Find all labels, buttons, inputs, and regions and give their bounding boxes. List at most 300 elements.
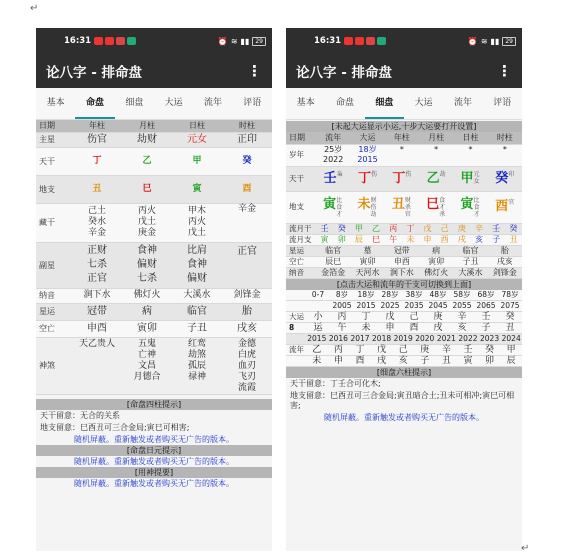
cell <box>222 203 272 242</box>
cell-line: 正财 <box>87 245 107 256</box>
section-bar-sizhu: [命盘四柱提示] <box>36 399 272 410</box>
cell: 戌亥 <box>488 256 522 267</box>
cell: 8岁 <box>330 290 354 301</box>
cell-line: 红鸾 <box>187 338 206 349</box>
cell-line: 2015 <box>357 155 378 164</box>
cell-line: 己土 <box>87 206 106 216</box>
tab-liunian[interactable]: 流年 <box>453 98 472 108</box>
liunian-cell[interactable]: 丁 <box>349 344 371 355</box>
gan-cell[interactable] <box>316 166 350 191</box>
row-tiangan <box>36 147 272 175</box>
tiangan-note: 天干留意：丁壬合可化木; <box>286 378 522 390</box>
zhi-cell[interactable] <box>316 191 350 223</box>
dayun-cell[interactable]: 己 <box>402 311 426 322</box>
section-bar-yongshen: [用神提要] <box>36 467 272 478</box>
row-label: 副星 <box>36 242 72 288</box>
zhi-cell[interactable] <box>385 191 419 223</box>
cell <box>122 337 172 394</box>
tab-bar <box>286 88 522 120</box>
top-hint-bar: [未起大运显示小运,十步大运要打开设置] <box>286 121 522 132</box>
zhi-cell[interactable] <box>419 191 453 223</box>
row-dizhi <box>36 175 272 203</box>
row-fuxing <box>36 242 272 288</box>
cell-line: 七杀 <box>87 259 107 270</box>
app-bar <box>36 54 272 88</box>
status-bar <box>286 28 522 54</box>
tab-xipan[interactable]: 细盘 <box>125 98 144 108</box>
dayun-cell[interactable]: 戌 <box>426 322 450 333</box>
col-header: 年柱 <box>72 120 122 132</box>
col-header: 月柱 <box>122 120 172 132</box>
zhi-cell[interactable]: 巳 <box>122 175 172 203</box>
cell: 2065 <box>474 300 498 311</box>
dizhi-note: 地支留意：巳酉丑可三合金局;寅巳可相害; <box>36 422 272 434</box>
row-label: 星运 <box>286 246 316 257</box>
cell: 涧下水 <box>385 267 419 278</box>
app-bar <box>286 54 522 88</box>
cell: 大溪水 <box>172 288 222 303</box>
row-label: 主星 <box>36 132 72 147</box>
canggan-tag: 财杀官 <box>404 196 411 218</box>
liunian-cell[interactable]: 庚 <box>414 344 436 355</box>
zhi-cell[interactable] <box>350 191 384 223</box>
notification-icons <box>94 37 136 45</box>
liunian-cell-selected[interactable]: 壬 <box>457 344 479 355</box>
col-header: 日期 <box>286 132 316 144</box>
cell: 辰 <box>350 234 367 245</box>
cell: 2016 <box>328 333 348 343</box>
zhi-char: 未 <box>357 196 371 212</box>
gan-char: 丁 <box>357 170 371 186</box>
ad-notice[interactable]: 随机屏蔽。重新触发或者购买无广告的版本。 <box>36 456 272 467</box>
shishen-tag: 伤 <box>405 170 412 178</box>
phone-screen-xipan <box>286 28 522 551</box>
shishen-tag: 劫 <box>439 170 446 178</box>
cell <box>222 242 272 288</box>
cell: 戌亥 <box>222 320 272 337</box>
cell: 癸 <box>505 224 522 235</box>
dayun-cell[interactable]: 戊 <box>378 311 402 322</box>
cell: 2020 <box>415 333 435 343</box>
dayun-cell[interactable]: 小 <box>306 311 330 322</box>
cell <box>72 242 122 288</box>
cell: 2022 <box>458 333 478 343</box>
cell: 正印 <box>222 132 272 147</box>
row-xingyun <box>36 303 272 320</box>
row-label: 天干 <box>36 147 72 175</box>
cell: 18岁 <box>354 290 378 301</box>
dayun-cell[interactable]: 申 <box>378 322 402 333</box>
wifi-icon: ≋ <box>480 36 488 46</box>
cell: 寅卯 <box>122 320 172 337</box>
cell: 戊 <box>419 224 436 235</box>
cell: 庚 <box>453 224 470 235</box>
dayun-cell[interactable]: 子 <box>474 322 498 333</box>
liunian-cell[interactable]: 辛 <box>436 344 458 355</box>
row-dayun-zhi <box>286 322 522 333</box>
tab-bar <box>36 88 272 120</box>
row-dayun-years <box>286 300 522 311</box>
app-title: 论八字 - 排命盘 <box>296 65 393 81</box>
tab-dayun[interactable]: 大运 <box>164 98 183 108</box>
zhi-cell[interactable]: 酉 <box>222 175 272 203</box>
cell: 亥 <box>470 234 487 245</box>
row-label: 纳音 <box>36 288 72 303</box>
cell-line: 流霞 <box>237 382 256 393</box>
zhi-char: 丑 <box>391 196 405 212</box>
cell: 金箔金 <box>316 267 350 278</box>
app-icon <box>377 37 386 45</box>
liunian-cell[interactable]: 戊 <box>371 344 393 355</box>
gan-char: 乙 <box>426 170 440 186</box>
tab-dayun[interactable]: 大运 <box>414 98 433 108</box>
cell: 2075 <box>498 300 522 311</box>
cell: 2045 <box>426 300 450 311</box>
cell-line: 丙火 <box>137 206 156 216</box>
cell: 申 <box>419 234 436 245</box>
cell: 28岁 <box>378 290 402 301</box>
cell: 未 <box>402 234 419 245</box>
battery-icon: 29 <box>502 37 516 46</box>
cell: 寅 <box>316 234 333 245</box>
app-icon <box>366 37 375 45</box>
zhi-cell[interactable]: 丑 <box>72 175 122 203</box>
gan-cell[interactable] <box>350 166 384 191</box>
cell: 胎 <box>488 246 522 257</box>
dayun-cell[interactable]: 庚 <box>426 311 450 322</box>
row-liuyue-zhi <box>286 234 522 245</box>
cell <box>286 334 306 345</box>
tab-mingpan[interactable]: 命盘 <box>75 88 114 119</box>
cell: 2023 <box>480 333 500 343</box>
col-header: 日柱 <box>453 132 487 144</box>
cell-line: 亡神 <box>137 349 156 360</box>
cell-line: 正官 <box>87 273 107 284</box>
liunian-cell[interactable]: 乙 <box>306 344 328 355</box>
cell: 辰巳 <box>316 256 350 267</box>
col-header: 时柱 <box>222 120 272 132</box>
row-label: 空亡 <box>286 256 316 267</box>
row-label: 天干 <box>286 166 316 191</box>
cell: 壬 <box>488 224 505 235</box>
col-header: 大运 <box>350 132 384 144</box>
battery-icon: 29 <box>252 37 266 46</box>
cell: 丁 <box>402 224 419 235</box>
mingpan-table <box>36 120 272 395</box>
gan-cell[interactable] <box>488 166 522 191</box>
liunian-cell[interactable]: 癸 <box>479 344 501 355</box>
cell: 天河水 <box>350 267 384 278</box>
dayun-cell[interactable]: 酉 <box>402 322 426 333</box>
row-dayun-gan <box>286 311 522 322</box>
tab-basic[interactable]: 基本 <box>46 98 65 108</box>
gan-cell[interactable] <box>385 166 419 191</box>
row-zhuxing <box>36 132 272 147</box>
liunian-cell[interactable]: 辰 <box>500 355 522 366</box>
cell: 2035 <box>402 300 426 311</box>
canggan-tag: 比食才 <box>473 196 480 218</box>
status-time: 16:31 <box>64 36 92 46</box>
row-kongwang <box>286 256 522 267</box>
dayun-cell-selected[interactable]: 未 <box>354 322 378 333</box>
cell: 子丑 <box>453 256 487 267</box>
cell: 2015 <box>354 300 378 311</box>
liunian-cell-selected[interactable]: 寅 <box>457 355 479 366</box>
cell-line: 白虎 <box>237 349 256 360</box>
dayun-cell[interactable]: 癸 <box>498 311 522 322</box>
row-liunian-zhi <box>286 355 522 366</box>
gan-cell[interactable] <box>419 166 453 191</box>
cell: 大溪水 <box>453 267 487 278</box>
cell: 冠带 <box>385 246 419 257</box>
alarm-icon: ⏰ <box>467 36 478 46</box>
zhi-char: 酉 <box>495 199 509 214</box>
extra-table <box>286 246 522 279</box>
ad-notice[interactable]: 随机屏蔽。重新触发或者购买无广告的版本。 <box>286 412 522 423</box>
cell: 丙 <box>385 224 402 235</box>
cell: 2055 <box>450 300 474 311</box>
cell-line: 丙火 <box>187 217 206 227</box>
canggan-tag: 财伤劫 <box>370 196 377 218</box>
cell: 2024 <box>501 333 521 343</box>
cell: 48岁 <box>426 290 450 301</box>
dayun-count: 8 <box>286 322 306 333</box>
cell-line: 偏财 <box>187 273 207 284</box>
cell: 2017 <box>350 333 370 343</box>
tab-pingyu[interactable]: 评语 <box>243 98 262 108</box>
cell: 0-7 <box>306 290 330 301</box>
dayun-cell[interactable]: 辛 <box>450 311 474 322</box>
app-icon <box>116 37 125 45</box>
cell-line: 金德 <box>237 338 256 349</box>
liunian-cell[interactable]: 甲 <box>500 344 522 355</box>
ad-notice[interactable]: 随机屏蔽。重新触发或者购买无广告的版本。 <box>36 478 272 489</box>
row-kongwang <box>36 320 272 337</box>
cell: 冠带 <box>72 303 122 320</box>
tab-mingpan[interactable]: 命盘 <box>335 98 354 108</box>
cell: 病 <box>419 246 453 257</box>
dayun-cell[interactable]: 运 <box>306 322 330 333</box>
cell: 子丑 <box>172 320 222 337</box>
cell-line: 血刃 <box>237 360 256 371</box>
cell: 2018 <box>372 333 392 343</box>
cell: 胎 <box>222 303 272 320</box>
signal-icon: ▮▮ <box>490 36 500 46</box>
zhi-cell[interactable] <box>453 191 487 223</box>
col-header: 日期 <box>36 120 72 132</box>
row-liunian-gan <box>286 344 522 355</box>
cell <box>72 203 122 242</box>
cell: 2019 <box>393 333 413 343</box>
cell <box>172 203 222 242</box>
cell <box>222 337 272 394</box>
cell-line: 禄神 <box>187 371 206 382</box>
system-icons <box>468 37 516 46</box>
cell <box>286 290 306 301</box>
cell: 临官 <box>453 246 487 257</box>
cell-line: 辛金 <box>87 228 106 238</box>
row-liunian-years <box>286 334 522 345</box>
cell: 元女 <box>172 132 222 147</box>
cell: 78岁 <box>498 290 522 301</box>
gan-char: 癸 <box>495 170 509 186</box>
gan-cell[interactable] <box>453 166 487 191</box>
cell-line: 飞刃 <box>237 371 256 382</box>
cell: * <box>488 144 522 166</box>
cell: 2015 <box>307 333 327 343</box>
status-time: 16:31 <box>314 36 342 46</box>
notification-icons <box>344 37 386 45</box>
dayun-cell[interactable]: 亥 <box>450 322 474 333</box>
cell-line: 劫煞 <box>187 349 206 360</box>
gan-cell[interactable]: 丁 <box>72 147 122 175</box>
dayun-cell[interactable]: 午 <box>330 322 354 333</box>
row-xingyun <box>286 246 522 257</box>
row-label: 流年 <box>286 344 306 355</box>
app-title: 论八字 - 排命盘 <box>46 65 143 81</box>
dayun-hint-bar: [点击大运和流年的干支可切换到上面] <box>286 279 522 290</box>
cell <box>286 300 306 311</box>
liunian-cell[interactable]: 酉 <box>349 355 371 366</box>
cell: 子 <box>488 234 505 245</box>
cell <box>122 203 172 242</box>
cell-line: 比肩 <box>187 245 207 256</box>
cell: * <box>453 144 487 166</box>
cell-line: 孤辰 <box>187 360 206 371</box>
cell-line: 月德合 <box>133 371 161 382</box>
liunian-cell[interactable]: 子 <box>414 355 436 366</box>
tab-pingyu[interactable]: 评语 <box>493 98 512 108</box>
liunian-cell[interactable]: 亥 <box>392 355 414 366</box>
cell: 佛灯火 <box>419 267 453 278</box>
dayun-table <box>286 290 522 334</box>
cell: 2021 <box>436 333 456 343</box>
liunian-cell[interactable]: 戌 <box>371 355 393 366</box>
signal-icon: ▮▮ <box>240 36 250 46</box>
cell: 寅卯 <box>350 256 384 267</box>
cell: 巳 <box>367 234 384 245</box>
cell: 临官 <box>316 246 350 257</box>
cell: 剑锋金 <box>488 267 522 278</box>
row-canggan <box>36 203 272 242</box>
cell: 寅卯 <box>419 256 453 267</box>
header-row <box>36 120 272 132</box>
more-menu-icon[interactable]: ⋮ <box>247 61 262 80</box>
dayun-cell-selected[interactable]: 丁 <box>354 311 378 322</box>
cell: 甲 <box>350 224 367 235</box>
cell-line: 2022 <box>322 155 344 164</box>
canggan-tag: 官 <box>508 199 515 206</box>
row-dizhi <box>286 191 522 223</box>
cell: 涧下水 <box>72 288 122 303</box>
zhi-char: 寅 <box>460 196 474 212</box>
canggan-tag: 比食才 <box>336 196 343 218</box>
cell-line: 庚金 <box>137 228 156 238</box>
gan-cell[interactable]: 甲 <box>172 147 222 175</box>
cell-line: 18岁 <box>358 145 377 154</box>
cell: * <box>385 144 419 166</box>
col-header: 月柱 <box>419 132 453 144</box>
dayun-cell[interactable]: 丑 <box>498 322 522 333</box>
ad-notice[interactable]: 随机屏蔽。重新触发或者购买无广告的版本。 <box>36 434 272 445</box>
row-label: 空亡 <box>36 320 72 337</box>
xipan-table <box>286 132 522 224</box>
app-icon <box>127 37 136 45</box>
row-sui <box>286 144 522 166</box>
gan-cell[interactable]: 癸 <box>222 147 272 175</box>
cell <box>172 242 222 288</box>
cell-line: 25岁 <box>324 145 343 154</box>
cell-line: 食神 <box>187 259 207 270</box>
cell: 伤官 <box>72 132 122 147</box>
shishen-tag: 元女 <box>473 170 480 185</box>
cell: 酉 <box>436 234 453 245</box>
canggan-tag: 食才杀 <box>439 196 446 218</box>
tab-basic[interactable]: 基本 <box>296 98 315 108</box>
col-header: 日柱 <box>172 120 222 132</box>
liunian-cell[interactable]: 丑 <box>436 355 458 366</box>
gan-char: 壬 <box>323 170 337 186</box>
app-icon <box>94 37 103 45</box>
dayun-cell[interactable]: 壬 <box>474 311 498 322</box>
row-label: 地支 <box>286 191 316 223</box>
zhi-cell[interactable]: 寅 <box>172 175 222 203</box>
shishen-tag: 枭 <box>336 170 343 178</box>
cell: 病 <box>122 303 172 320</box>
col-header: 年柱 <box>385 132 419 144</box>
status-bar <box>36 28 272 54</box>
liunian-cell[interactable]: 卯 <box>479 355 501 366</box>
tab-liunian[interactable]: 流年 <box>203 98 222 108</box>
zhi-cell[interactable] <box>488 191 522 223</box>
cell-line: 七杀 <box>137 273 157 284</box>
cell <box>350 144 384 166</box>
cell: 卯 <box>333 234 350 245</box>
cell: 58岁 <box>450 290 474 301</box>
cell: 佛灯火 <box>122 288 172 303</box>
liunian-cell[interactable]: 丙 <box>328 344 350 355</box>
row-label: 流月干 <box>286 224 316 235</box>
dayun-cell[interactable]: 丙 <box>330 311 354 322</box>
gan-char: 甲 <box>460 170 474 186</box>
cell: 己 <box>436 224 453 235</box>
cell: 2005 <box>330 300 354 311</box>
gan-cell[interactable]: 乙 <box>122 147 172 175</box>
gan-char: 丁 <box>392 170 406 186</box>
cell-line: 文昌 <box>137 360 156 371</box>
cell-line: 正官 <box>237 245 257 257</box>
cell: 2025 <box>378 300 402 311</box>
row-nayin <box>36 288 272 303</box>
cell: 辛 <box>470 224 487 235</box>
header-row <box>286 132 522 144</box>
row-label: 神煞 <box>36 337 72 394</box>
liunian-cell[interactable]: 未 <box>306 355 328 366</box>
wifi-icon: ≋ <box>230 36 238 46</box>
tab-xipan[interactable]: 细盘 <box>365 88 404 119</box>
liunian-cell[interactable]: 申 <box>328 355 350 366</box>
cell-line: 天乙贵人 <box>78 338 115 349</box>
liunian-cell[interactable]: 己 <box>392 344 414 355</box>
cell-line: 食神 <box>137 245 157 256</box>
cell <box>172 337 222 394</box>
liuyue-table <box>286 224 522 246</box>
cell-line: 偏财 <box>137 259 157 270</box>
more-menu-icon[interactable]: ⋮ <box>497 61 512 80</box>
cell: 临官 <box>172 303 222 320</box>
col-header: 流年 <box>316 132 350 144</box>
dizhi-note: 地支留意：巳酉丑可三合金局;寅丑暗合土;丑未可相冲;寅巳可相害; <box>286 390 522 412</box>
